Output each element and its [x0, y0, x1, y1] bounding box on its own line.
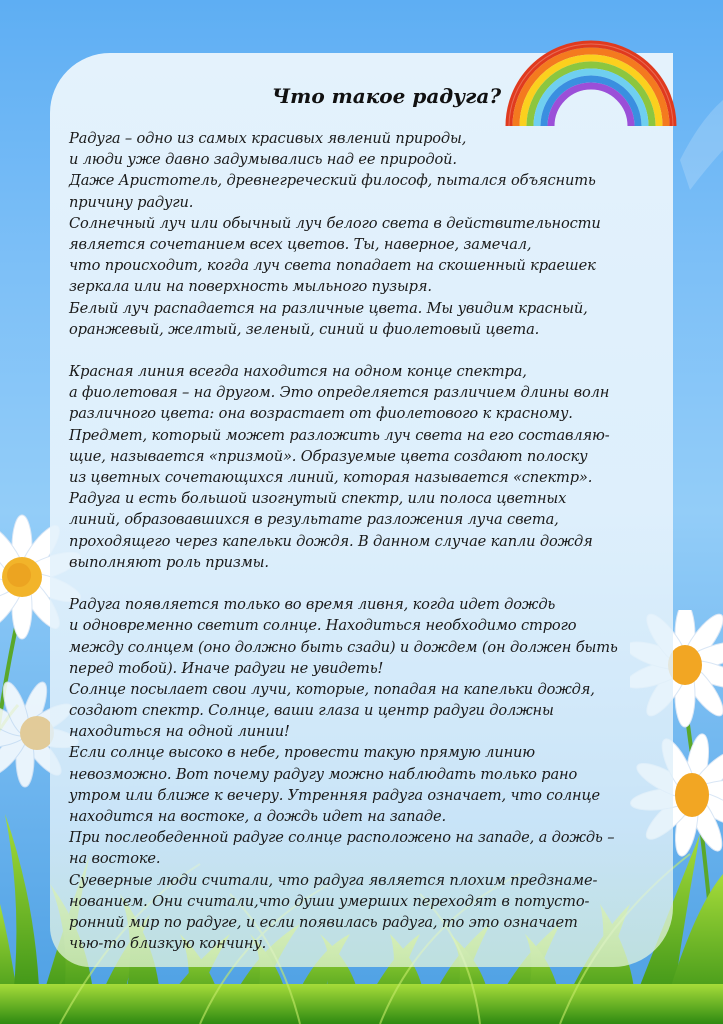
text-line: зеркала или на поверхность мыльного пузыря. [69, 278, 432, 296]
text-line: невозможно. Вот почему радугу можно наблюдать только рано [69, 765, 578, 783]
text-line: выполняют роль призмы. [69, 553, 269, 571]
text-line: линий, образовавшихся в результате разложения луча света, [69, 511, 559, 529]
text-line: а фиолетовая – на другом. Это определяется различием длины волн [69, 384, 610, 402]
text-line: При послеобеденной радуге солнце расположено на западе, а дождь – [69, 829, 615, 847]
text-line: перед тобой). Иначе радуги не увидеть! [69, 659, 384, 677]
paragraph-3 [69, 594, 681, 954]
text-line: и одновременно светит солнце. Находиться необходимо строго [69, 617, 577, 635]
text-line: нованием. Они считали,что души умерших переходят в потусто- [69, 892, 590, 910]
text-line: Даже Аристотель, древнегреческий философ, пытался объяснить [69, 172, 596, 190]
page-title: Что такое радуга? [271, 84, 502, 108]
text-line: Красная линия всегда находится на одном конце спектра, [69, 363, 527, 381]
text-line: находиться на одной линии! [69, 723, 290, 741]
text-line: Предмет, который может разложить луч света на его составляю- [69, 426, 610, 444]
text-line: чью-то близкую кончину. [69, 935, 267, 953]
text-line: Солнечный луч или обычный луч белого света в действительности [69, 214, 601, 232]
text-line: Белый луч распадается на различные цвета. Мы увидим красный, [69, 299, 588, 317]
text-line: что происходит, когда луч света попадает на скошенный краешек [69, 257, 596, 275]
text-line: на востоке. [69, 850, 161, 868]
text-line: Радуга появляется только во время ливня, когда идет дождь [69, 596, 556, 614]
text-line: Если солнце высоко в небе, провести такую прямую линию [69, 744, 535, 762]
text-line: находится на востоке, а дождь идет на западе. [69, 808, 446, 825]
text-line: ронний мир по радуге, и если появилась радуга, то это означает [69, 913, 578, 931]
text-line: проходящего через капельки дождя. В данном случае капли дождя [69, 532, 593, 550]
text-line: Солнце посылает свои лучи, которые, попадая на капельки дождя, [69, 680, 595, 698]
text-line: утром или ближе к вечеру. Утренняя радуга означает, что солнце [69, 786, 600, 804]
rainbow-icon [505, 40, 677, 126]
text-line: между солнцем (оно должно быть сзади) и дождем (он должен быть [69, 638, 618, 656]
text-line: оранжевый, желтый, зеленый, синий и фиолетовый цвета. [69, 320, 540, 338]
text-line: из цветных сочетающихся линий, которая называется «спектр». [69, 469, 593, 486]
text-line: Радуга и есть большой изогнутый спектр, или полоса цветных [69, 490, 567, 508]
text-line: и люди уже давно задумывались над ее природой. [69, 151, 457, 169]
article-body [69, 128, 681, 954]
text-line: причину радуги. [69, 193, 194, 211]
text-line: создают спектр. Солнце, ваши глаза и центр радуги должны [69, 702, 554, 720]
paragraph-2 [69, 361, 681, 573]
paragraph-1 [69, 128, 681, 340]
text-line: Суеверные люди считали, что радуга является плохим предзнаме- [69, 871, 598, 889]
text-line: различного цвета: она возрастает от фиолетового к красному. [69, 405, 573, 423]
text-line: Радуга – одно из самых красивых явлений природы, [69, 130, 467, 147]
text-line: является сочетанием всех цветов. Ты, наверное, замечал, [69, 235, 532, 253]
text-line: щие, называется «призмой». Образуемые цвета создают полоску [69, 447, 588, 465]
